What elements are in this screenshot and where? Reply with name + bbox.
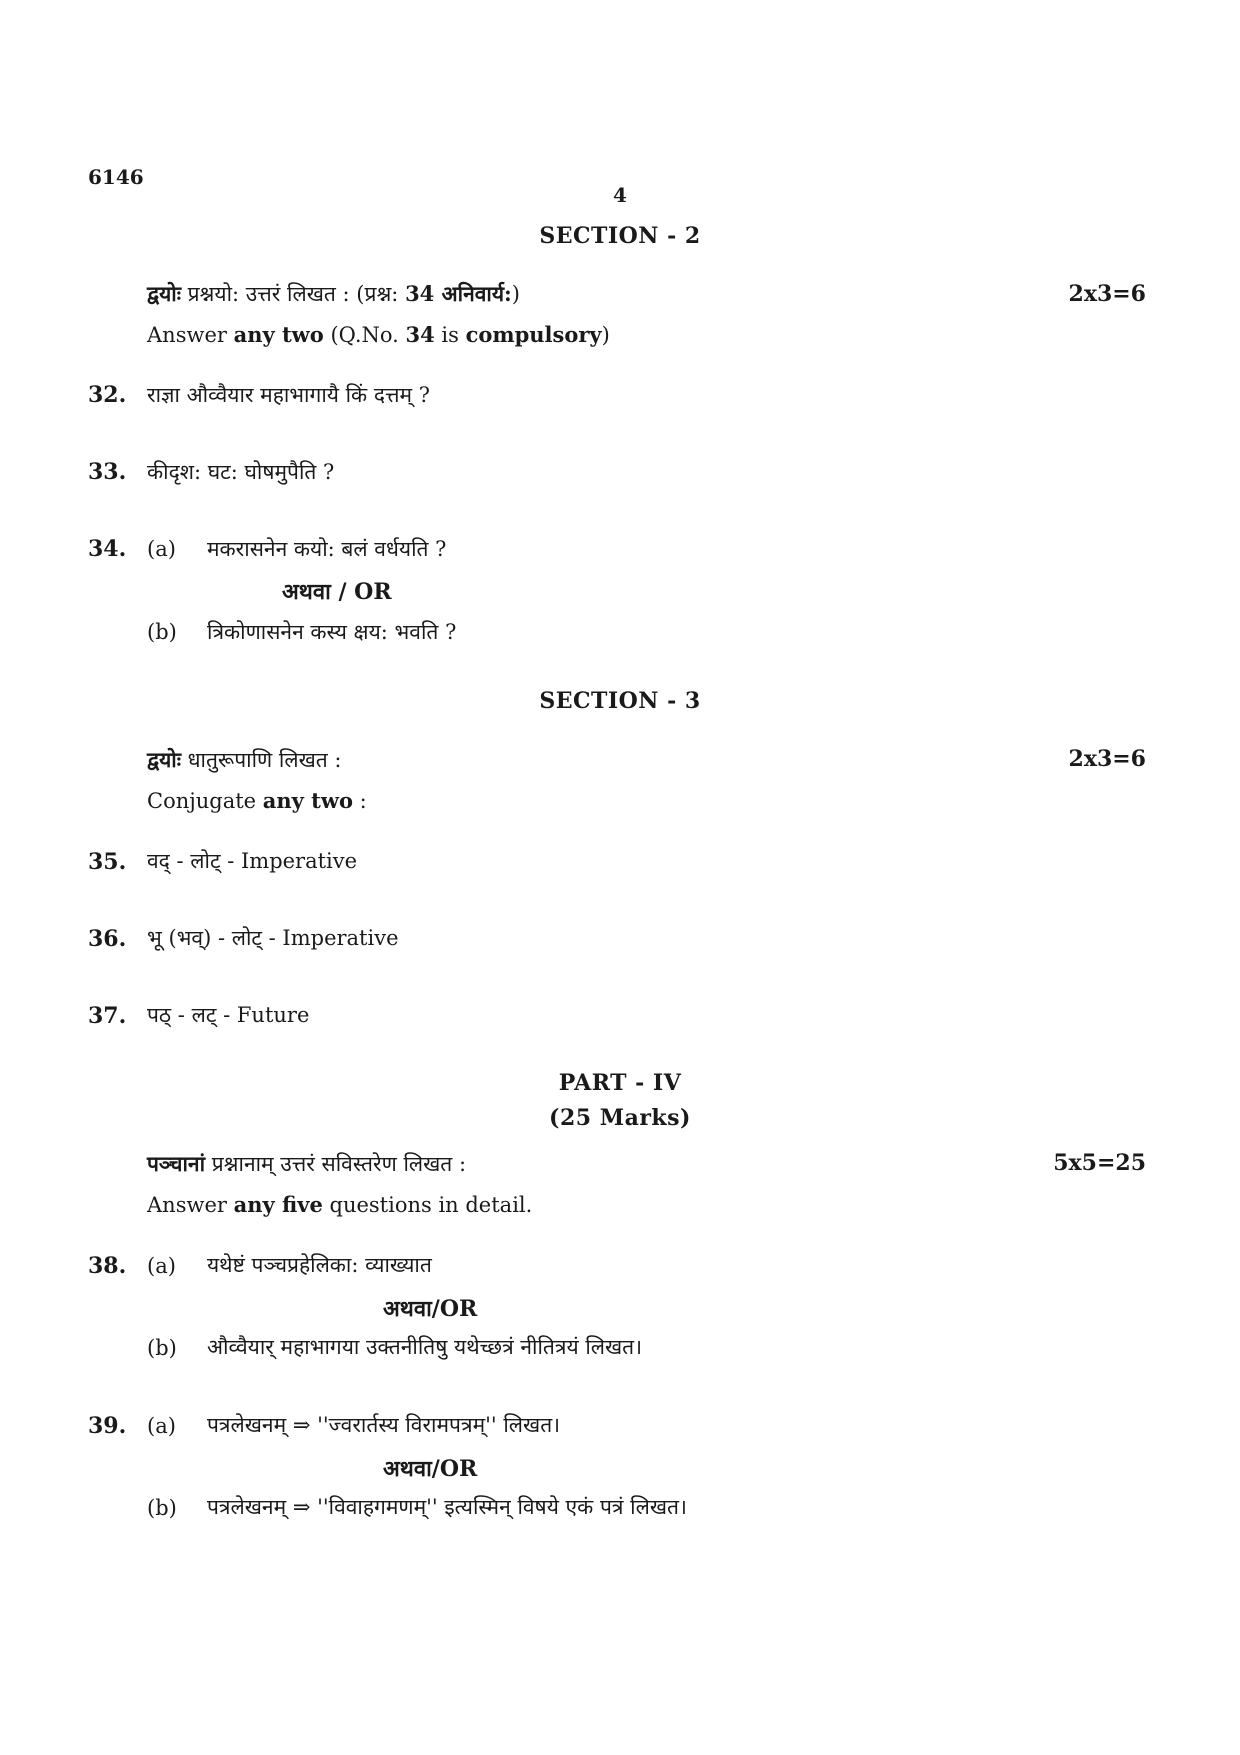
or-separator-34: अथवा / OR: [282, 579, 392, 605]
question-number-37: 37.: [88, 1003, 127, 1029]
instruction-text: :: [352, 789, 367, 813]
instruction-text: is: [434, 323, 466, 347]
option-label-34a: (a): [147, 537, 176, 561]
question-number-32: 32.: [88, 382, 127, 408]
option-label-39b: (b): [147, 1496, 177, 1520]
section-3-marks: 2x3=6: [1068, 746, 1146, 772]
section-3-instruction-english: [147, 788, 367, 813]
part-4-marks: 5x5=25: [1053, 1150, 1146, 1176]
instruction-text: धातुरूपाणि लिखत :: [180, 748, 342, 772]
instruction-emphasis: compulsory: [465, 322, 602, 347]
instruction-text: Answer: [147, 1193, 234, 1217]
instruction-emphasis: 34 अनिवार्य:: [405, 281, 512, 306]
part-4-instruction-sanskrit: [147, 1150, 466, 1178]
instruction-emphasis: any five: [233, 1192, 323, 1217]
question-34b-text: त्रिकोणासनेन कस्य क्षय: भवति ?: [207, 620, 457, 644]
instruction-text: Conjugate: [147, 789, 263, 813]
question-37-text: पठ् - लट् - Future: [147, 1003, 310, 1027]
instruction-emphasis: पञ्चानां: [147, 1151, 206, 1176]
question-38a-text: यथेष्टं पञ्चप्रहेलिका: व्याख्यात: [207, 1253, 432, 1277]
or-separator-38: अथवा/OR: [383, 1296, 478, 1322]
section-3-heading: SECTION - 3: [539, 688, 701, 714]
question-39b-text: पत्रलेखनम् ⇒ ''विवाहगमणम्'' इत्यस्मिन् विषये एकं पत्रं लिखत।: [207, 1495, 687, 1519]
question-number-38: 38.: [88, 1253, 127, 1279]
question-number-34: 34.: [88, 536, 127, 562]
page-number: 4: [613, 183, 627, 207]
option-label-39a: (a): [147, 1414, 176, 1438]
paper-code: 6146: [88, 165, 144, 189]
question-number-35: 35.: [88, 849, 127, 875]
instruction-emphasis: any two: [233, 322, 324, 347]
section-2-marks: 2x3=6: [1068, 281, 1146, 307]
option-label-38b: (b): [147, 1336, 177, 1360]
question-32-text: राज्ञा औव्वैयार महाभागायै किं दत्तम् ?: [147, 383, 431, 407]
part-4-heading: PART - IV: [558, 1070, 682, 1096]
question-number-39: 39.: [88, 1413, 127, 1439]
instruction-text: प्रश्नयो: उत्तरं लिखत : (प्रश्न:: [180, 282, 406, 306]
question-number-33: 33.: [88, 459, 127, 485]
question-34a-text: मकरासनेन कयो: बलं वर्धयति ?: [207, 537, 447, 561]
part-4-marks-subheading: (25 Marks): [549, 1105, 691, 1131]
section-2-heading: SECTION - 2: [539, 223, 701, 249]
instruction-text: questions in detail.: [322, 1193, 533, 1217]
question-33-text: कीदृश: घट: घोषमुपैति ?: [147, 460, 335, 484]
instruction-text: ): [511, 282, 520, 306]
instruction-text: Answer: [147, 323, 234, 347]
instruction-emphasis: द्वयोः: [147, 747, 181, 772]
question-39a-text: पत्रलेखनम् ⇒ ''ज्वरार्तस्य विरामपत्रम्'' लिखत।: [207, 1413, 561, 1437]
instruction-emphasis: any two: [262, 788, 353, 813]
instruction-text: प्रश्नानाम् उत्तरं सविस्तरेण लिखत :: [205, 1152, 467, 1176]
instruction-text: (Q.No.: [323, 323, 406, 347]
part-4-instruction-english: [147, 1192, 532, 1217]
option-label-38a: (a): [147, 1254, 176, 1278]
section-2-instruction-english: [147, 322, 610, 347]
question-number-36: 36.: [88, 926, 127, 952]
question-35-text: वद् - लोट् - Imperative: [147, 849, 358, 873]
instruction-emphasis: 34: [405, 322, 435, 347]
instruction-text: ): [601, 323, 610, 347]
section-2-instruction-sanskrit: [147, 280, 520, 308]
section-3-instruction-sanskrit: [147, 746, 342, 774]
or-separator-39: अथवा/OR: [383, 1456, 478, 1482]
question-36-text: भू (भव्) - लोट् - Imperative: [147, 926, 399, 950]
question-38b-text: औव्वैयार् महाभागया उक्तनीतिषु यथेच्छत्रं नीतित्रयं लिखत।: [207, 1335, 643, 1359]
option-label-34b: (b): [147, 620, 177, 644]
instruction-emphasis: द्वयोः: [147, 281, 181, 306]
